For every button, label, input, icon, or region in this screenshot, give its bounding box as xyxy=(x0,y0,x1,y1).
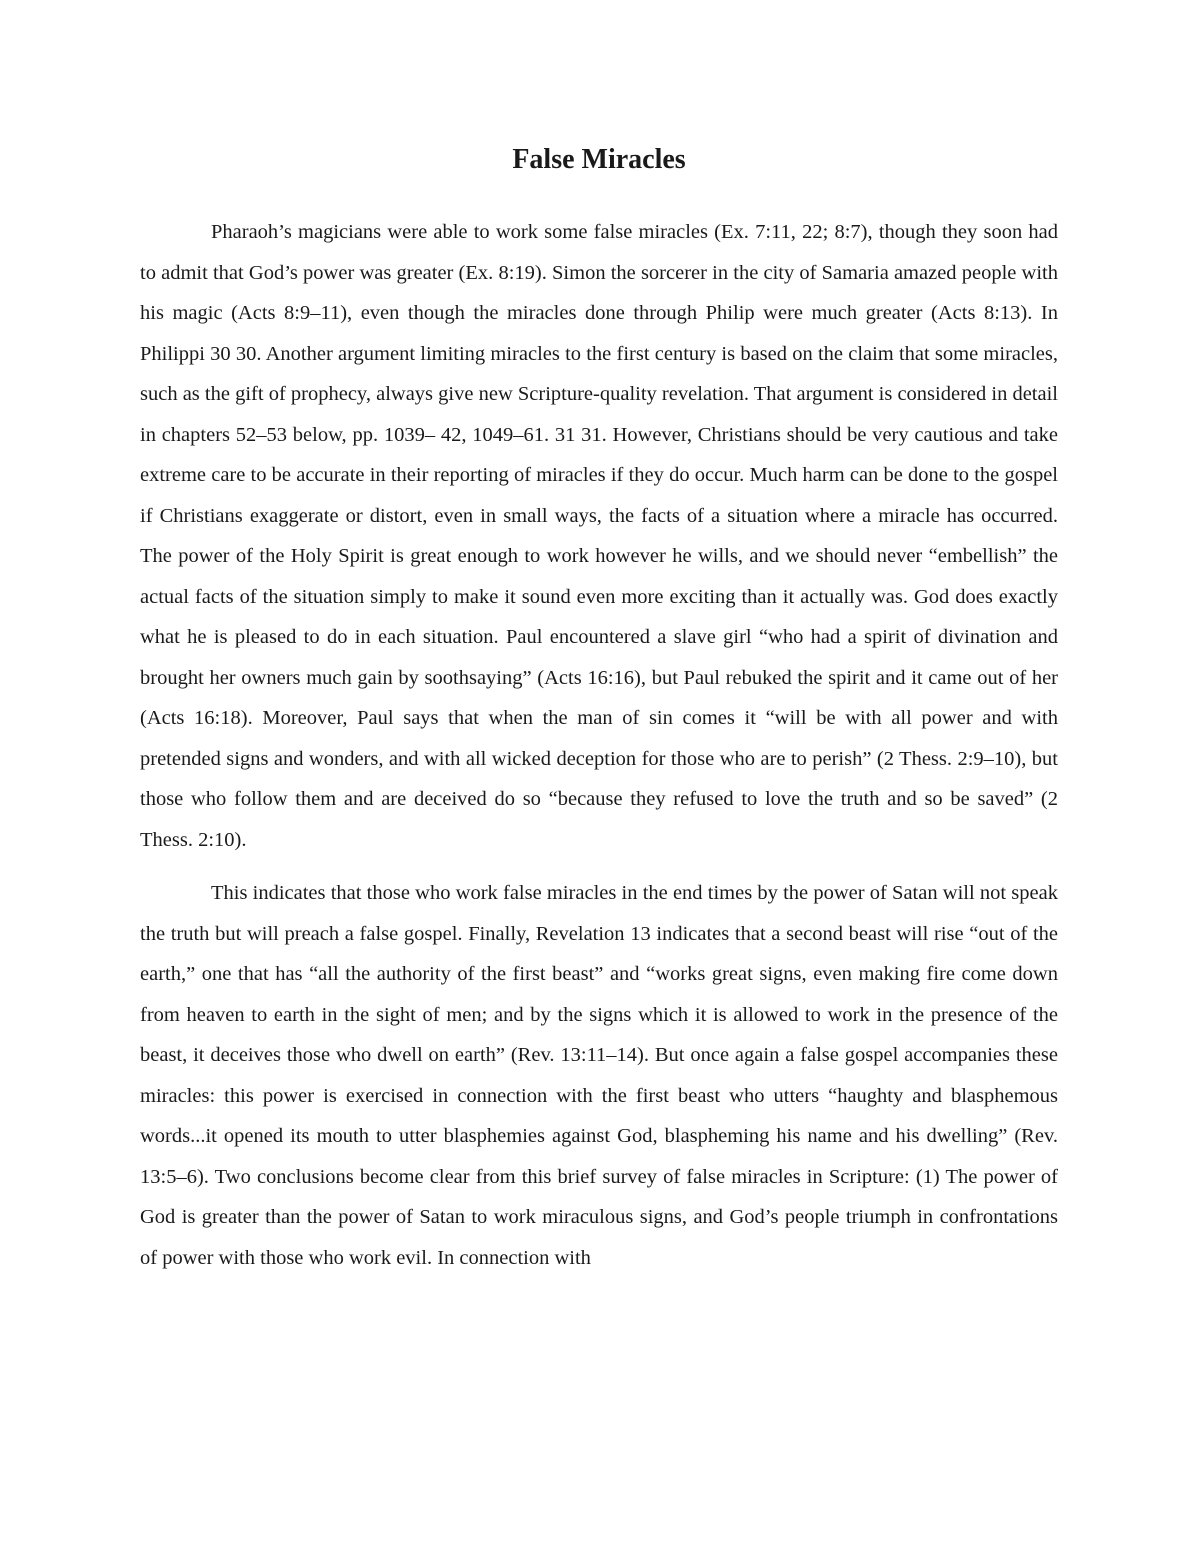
document-title: False Miracles xyxy=(512,144,686,175)
document-page xyxy=(140,140,1058,1278)
body-paragraph: Pharaoh’s magicians were able to work some false miracles (Ex. 7:11, 22; 8:7), though they soon had to admit that God’s power was greater (Ex. 8:19). Simon the sorcerer in the city of Samaria amazed people with his magic (Acts 8:9–11), even though the miracles done through Philip were much greater (Acts 8:13). In Philippi 30 30. Another argument limiting miracles to the first century is based on the claim that some miracles, such as the gift of prophecy, always give new Scripture-quality revelation. That argument is considered in detail in chapters 52–53 below, pp. 1039– 42, 1049–61. 31 31. However, Christians should be very cautious and take extreme care to be accurate in their reporting of miracles if they do occur. Much harm can be done to the gospel if Christians exaggerate or distort, even in small ways, the facts of a situation where a miracle has occurred. The power of the Holy Spirit is great enough to work however he wills, and we should never “embellish” the actual facts of the situation simply to make it sound even more exciting than it actually was. God does exactly what he is pleased to do in each situation. Paul encountered a slave girl “who had a spirit of divination and brought her owners much gain by soothsaying” (Acts 16:16), but Paul rebuked the spirit and it came out of her (Acts 16:18). Moreover, Paul says that when the man of sin comes it “will be with all power and with pretended signs and wonders, and with all wicked deception for those who are to perish” (2 Thess. 2:9–10), but those who follow them and are deceived do so “because they refused to love the truth and so be saved” (2 Thess. 2:10). xyxy=(140,221,1058,851)
body-paragraph: This indicates that those who work false miracles in the end times by the power of Satan will not speak the truth but will preach a false gospel. Finally, Revelation 13 indicates that a second beast will rise “out of the earth,” one that has “all the authority of the first beast” and “works great signs, even making fire come down from heaven to earth in the sight of men; and by the signs which it is allowed to work in the presence of the beast, it deceives those who dwell on earth” (Rev. 13:11–14). But once again a false gospel accompanies these miracles: this power is exercised in connection with the first beast who utters “haughty and blasphemous words...it opened its mouth to utter blasphemies against God, blaspheming his name and his dwelling” (Rev. 13:5–6). Two conclusions become clear from this brief survey of false miracles in Scripture: (1) The power of God is greater than the power of Satan to work miraculous signs, and God’s people triumph in confrontations of power with those who work evil. In connection with xyxy=(140,882,1058,1269)
